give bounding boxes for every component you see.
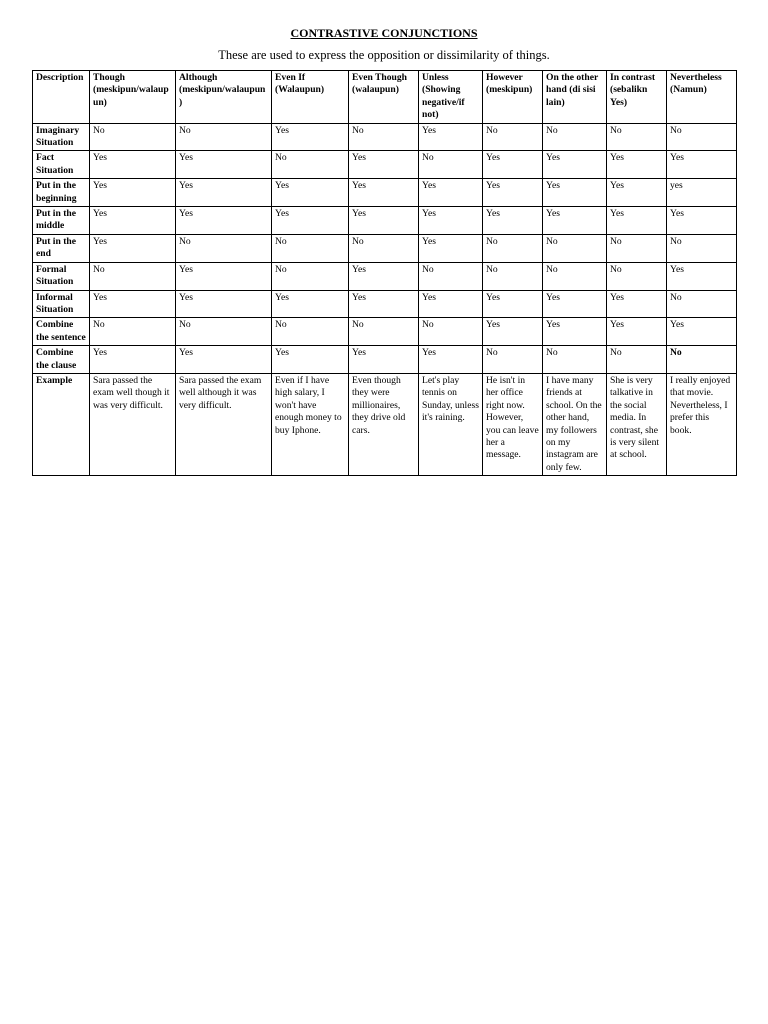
table-cell: Yes [349,207,419,235]
table-cell: Yes [349,346,419,374]
row-label: Imaginary Situation [33,123,90,151]
page-title: CONTRASTIVE CONJUNCTIONS [290,26,478,40]
table-cell: Yes [272,290,349,318]
table-header: In contrast (sebalikn Yes) [607,71,667,124]
table-cell: Yes [667,207,737,235]
table-row [33,318,737,346]
row-label: Combine the clause [33,346,90,374]
table-row [33,290,737,318]
table-header: Although (meskipun/walaupun) [176,71,272,124]
table-cell: No [607,123,667,151]
table-cell: Yes [176,179,272,207]
table-cell: Yes [176,346,272,374]
table-cell: Yes [607,179,667,207]
table-cell: No [607,234,667,262]
table-header: Description [33,71,90,124]
table-cell: Yes [90,151,176,179]
table-cell: Yes [176,207,272,235]
table-header: However (meskipun) [483,71,543,124]
row-label: Fact Situation [33,151,90,179]
table-cell: Yes [543,290,607,318]
table-cell: Yes [543,179,607,207]
table-cell: Yes [90,346,176,374]
table-cell: No [483,346,543,374]
table-cell: No [90,262,176,290]
table-header: Even If (Walaupun) [272,71,349,124]
table-cell: Yes [176,290,272,318]
table-cell: Yes [90,179,176,207]
table-cell: I really enjoyed that movie. Nevertheless, I prefer this book. [667,373,737,475]
row-label: Put in the middle [33,207,90,235]
row-label: Formal Situation [33,262,90,290]
table-cell: No [176,234,272,262]
table-cell: Yes [419,290,483,318]
table-header: On the other hand (di sisi lain) [543,71,607,124]
table-cell: Yes [483,179,543,207]
table-cell: No [483,234,543,262]
table-cell: No [607,346,667,374]
table-cell: Yes [607,151,667,179]
table-row [33,373,737,475]
table-cell: Yes [419,207,483,235]
table-cell: Yes [419,179,483,207]
table-header: Even Though (walaupun) [349,71,419,124]
row-label: Put in the beginning [33,179,90,207]
table-header: Unless (Showing negative/if not) [419,71,483,124]
table-cell: Yes [543,151,607,179]
table-cell: Yes [607,290,667,318]
page-subtitle: These are used to express the opposition or dissimilarity of things. [218,48,550,62]
table-cell: No [349,318,419,346]
table-cell: Yes [483,207,543,235]
table-cell: No [419,262,483,290]
table-cell: Even if I have high salary, I won't have enough money to buy Iphone. [272,373,349,475]
table-cell: No [176,318,272,346]
table-cell: No [607,262,667,290]
table-cell: Yes [607,207,667,235]
table-cell: No [483,262,543,290]
table-cell: I have many friends at school. On the other hand, my followers on my instagram are only few. [543,373,607,475]
table-cell: Yes [272,123,349,151]
table-cell: No [90,123,176,151]
row-label: Example [33,373,90,475]
table-cell: No [483,123,543,151]
table-cell: Yes [543,207,607,235]
table-cell: Even though they were millionaires, they drive old cars. [349,373,419,475]
table-row [33,207,737,235]
table-row [33,123,737,151]
table-cell: No [90,318,176,346]
table-cell: Yes [349,290,419,318]
table-row [33,234,737,262]
table-cell: Sara passed the exam well though it was very difficult. [90,373,176,475]
table-cell: Sara passed the exam well although it was very difficult. [176,373,272,475]
table-cell: Yes [272,179,349,207]
row-label: Put in the end [33,234,90,262]
table-cell: No [272,262,349,290]
conjunctions-table [32,70,737,476]
table-cell: Yes [90,290,176,318]
row-label: Combine the sentence [33,318,90,346]
table-cell: Yes [419,234,483,262]
table-cell: Yes [667,318,737,346]
table-cell: He isn't in her office right now. However, you can leave her a message. [483,373,543,475]
table-cell: Yes [349,151,419,179]
table-cell: No [349,123,419,151]
table-cell: No [667,123,737,151]
table-cell: No [543,234,607,262]
table-header-row [33,71,737,124]
table-cell: Yes [483,151,543,179]
table-cell: No [543,123,607,151]
table-cell: No [419,151,483,179]
table-cell: Yes [90,234,176,262]
table-cell: No [272,318,349,346]
table-cell: Yes [272,207,349,235]
table-cell: No [349,234,419,262]
table-cell: No [176,123,272,151]
table-row [33,262,737,290]
table-row [33,151,737,179]
table-cell: No [667,290,737,318]
table-cell: No [543,346,607,374]
table-cell: Yes [483,318,543,346]
table-cell: Yes [667,151,737,179]
table-cell: Yes [349,179,419,207]
table-cell: Yes [543,318,607,346]
table-cell: Yes [90,207,176,235]
table-header: Though (meskipun/walaupun) [90,71,176,124]
table-cell: Yes [419,123,483,151]
table-cell: Yes [667,262,737,290]
table-cell: Let's play tennis on Sunday, unless it's raining. [419,373,483,475]
table-cell: No [272,234,349,262]
table-cell: Yes [176,151,272,179]
row-label: Informal Situation [33,290,90,318]
table-cell: Yes [419,346,483,374]
table-header: Nevertheless (Namun) [667,71,737,124]
table-cell: No [419,318,483,346]
table-row [33,179,737,207]
table-cell: No [667,234,737,262]
table-row [33,346,737,374]
table-cell: Yes [272,346,349,374]
table-cell: Yes [607,318,667,346]
table-cell: She is very talkative in the social media. In contrast, she is very silent at school. [607,373,667,475]
table-cell: No [543,262,607,290]
table-cell: No [667,346,737,374]
table-cell: No [272,151,349,179]
table-cell: Yes [349,262,419,290]
table-cell: yes [667,179,737,207]
table-cell: Yes [176,262,272,290]
table-cell: Yes [483,290,543,318]
